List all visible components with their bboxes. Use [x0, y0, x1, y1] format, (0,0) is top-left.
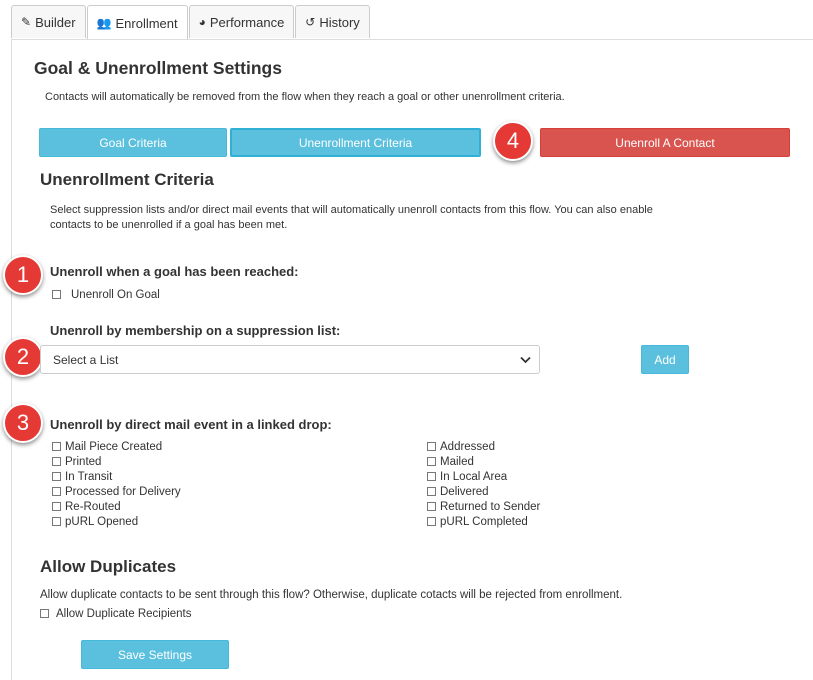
goal-section-label: Unenroll when a goal has been reached:	[50, 264, 299, 279]
checkbox-label: Re-Routed	[65, 500, 121, 513]
allow-duplicates-option[interactable]	[40, 606, 192, 621]
mail-event-checkbox[interactable]	[52, 517, 61, 526]
dashboard-icon: ◕	[198, 15, 206, 29]
mail-event-checkbox[interactable]	[52, 457, 61, 466]
unenrollment-description: Select suppression lists and/or direct mail events that will automatically unenroll contacts from this flow. You can also enable contacts to be unenrolled if a goal has been met.	[50, 204, 653, 231]
unenroll-contact-button[interactable]: Unenroll A Contact	[540, 128, 790, 157]
add-list-button[interactable]: Add	[641, 345, 689, 374]
checkbox-label: Mailed	[440, 455, 474, 468]
mail-event-option[interactable]	[427, 499, 540, 514]
checkbox-label: Processed for Delivery	[65, 485, 181, 498]
step-marker-2: 2	[3, 337, 43, 377]
mail-event-checkbox[interactable]	[427, 487, 436, 496]
intro-text: Contacts will automatically be removed from the flow when they reach a goal or other unenrollment criteria.	[45, 91, 565, 103]
step-marker-1: 1	[3, 255, 43, 295]
mail-event-option[interactable]	[52, 469, 112, 484]
step-marker-4: 4	[493, 121, 533, 161]
mail-event-checkbox[interactable]	[427, 502, 436, 511]
mail-event-checkbox[interactable]	[52, 442, 61, 451]
mail-event-checkbox[interactable]	[52, 472, 61, 481]
suppression-list-select[interactable]	[40, 345, 540, 374]
checkbox-label: pURL Opened	[65, 515, 139, 528]
checkbox-label: Returned to Sender	[440, 500, 541, 513]
duplicates-title: Allow Duplicates	[40, 557, 177, 576]
allow-duplicates-checkbox[interactable]	[40, 609, 49, 618]
mail-event-option[interactable]	[427, 514, 528, 529]
mail-event-checkbox[interactable]	[427, 457, 436, 466]
mail-event-option[interactable]	[427, 439, 495, 454]
step-marker-3: 3	[3, 403, 43, 443]
unenrollment-title: Unenrollment Criteria	[40, 170, 214, 189]
mail-event-checkbox[interactable]	[427, 442, 436, 451]
mail-event-option[interactable]	[427, 469, 507, 484]
checkbox-label: Printed	[65, 455, 102, 468]
mail-event-checkbox[interactable]	[427, 472, 436, 481]
unenroll-on-goal-checkbox[interactable]	[52, 290, 61, 299]
checkbox-label: pURL Completed	[440, 515, 528, 528]
tab-history[interactable]	[295, 5, 370, 38]
checkbox-label: Unenroll On Goal	[71, 288, 160, 301]
mail-event-option[interactable]	[52, 499, 121, 514]
tab-performance[interactable]	[189, 5, 295, 38]
checkbox-label: Allow Duplicate Recipients	[56, 607, 192, 620]
tab-label: History	[319, 14, 360, 30]
mail-event-option[interactable]	[52, 454, 101, 469]
tab-label: Performance	[209, 14, 285, 30]
edit-icon: ✎	[21, 15, 32, 29]
history-icon: ↺	[305, 15, 316, 29]
mail-event-checkbox[interactable]	[427, 517, 436, 526]
mail-event-checkbox[interactable]	[52, 502, 61, 511]
suppression-section-label: Unenroll by membership on a suppression list:	[50, 323, 341, 338]
mail-event-option[interactable]	[52, 439, 162, 454]
mail-event-option[interactable]	[427, 484, 489, 499]
users-icon: 👥	[96, 16, 112, 30]
tab-bar	[11, 5, 371, 40]
select-value: Select a List	[53, 352, 119, 367]
goal-criteria-button[interactable]: Goal Criteria	[39, 128, 227, 157]
tab-enrollment[interactable]	[87, 5, 188, 40]
tab-builder[interactable]	[11, 5, 86, 38]
checkbox-label: In Transit	[65, 470, 113, 483]
save-settings-button[interactable]: Save Settings	[81, 640, 229, 669]
chevron-down-icon	[520, 354, 531, 368]
page-title: Goal & Unenrollment Settings	[34, 58, 282, 78]
mail-event-option[interactable]	[52, 484, 181, 499]
mail-event-option[interactable]	[52, 514, 138, 529]
checkbox-label: Addressed	[440, 440, 495, 453]
tab-label: Enrollment	[115, 15, 178, 31]
unenrollment-criteria-button[interactable]: Unenrollment Criteria	[230, 128, 481, 157]
mail-event-checkbox[interactable]	[52, 487, 61, 496]
checkbox-label: In Local Area	[440, 470, 508, 483]
mail-section-label: Unenroll by direct mail event in a linked drop:	[50, 417, 332, 432]
mail-event-option[interactable]	[427, 454, 474, 469]
checkbox-label: Delivered	[440, 485, 489, 498]
checkbox-label: Mail Piece Created	[65, 440, 163, 453]
unenroll-on-goal-option[interactable]	[52, 287, 160, 302]
tab-label: Builder	[35, 14, 76, 30]
duplicates-description: Allow duplicate contacts to be sent through this flow? Otherwise, duplicate cotacts will be rejected from enrollment.	[40, 589, 623, 601]
